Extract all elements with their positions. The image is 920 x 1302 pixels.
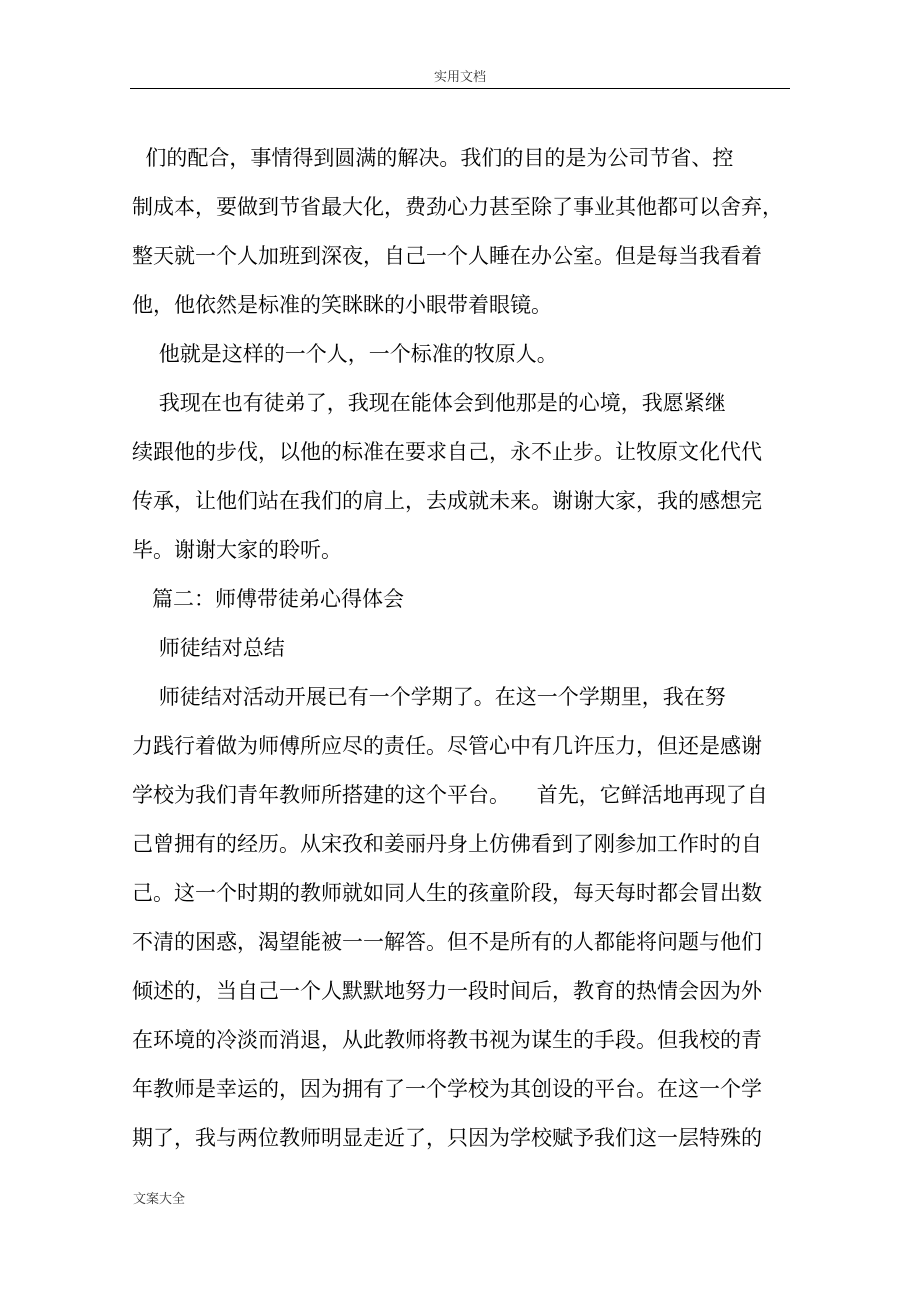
body-line: 在环境的冷淡而消退，从此教师将教书视为谋生的手段。但我校的青 (132, 1028, 762, 1052)
body-line: 年教师是幸运的，因为拥有了一个学校为其创设的平台。在这一个学 (132, 1077, 762, 1101)
body-line: 己曾拥有的经历。从宋孜和姜丽丹身上仿佛看到了刚参加工作时的自 (132, 832, 762, 856)
body-line: 整天就一个人加班到深夜，自己一个人睡在办公室。但是每当我看着 (132, 244, 762, 268)
body-line: 师徒结对活动开展已有一个学期了。在这一个学期里，我在努 (132, 685, 726, 709)
body-line: 他就是这样的一个人，一个标准的牧原人。 (132, 342, 558, 366)
body-line: 传承，让他们站在我们的肩上，去成就未来。谢谢大家，我的感想完 (132, 489, 762, 513)
body-line: 己。这一个时期的教师就如同人生的孩童阶段，每天每时都会冒出数 (132, 881, 762, 905)
body-line: 他，他依然是标准的笑眯眯的小眼带着眼镜。 (132, 293, 552, 317)
body-line: 续跟他的步伐，以他的标准在要求自己，永不止步。让牧原文化代代 (132, 440, 762, 464)
document-body (132, 138, 792, 1167)
body-line: 力践行着做为师傅所应尽的责任。尽管心中有几许压力，但还是感谢 (132, 734, 762, 758)
body-line: 们的配合，事情得到圆满的解决。我们的目的是为公司节省、控 (132, 146, 734, 170)
body-line: 我现在也有徒弟了，我现在能体会到他那是的心境，我愿紧继 (132, 391, 726, 415)
body-line: 期了，我与两位教师明显走近了，只因为学校赋予我们这一层特殊的 (132, 1126, 762, 1150)
body-line: 不清的困惑，渴望能被一一解答。但不是所有的人都能将问题与他们 (132, 930, 762, 954)
body-line: 学校为我们青年教师所搭建的这个平台。 首先，它鲜活地再现了自 (132, 783, 768, 807)
body-line: 倾述的，当自己一个人默默地努力一段时间后，教育的热情会因为外 (132, 979, 762, 1003)
header-divider (130, 88, 790, 89)
body-line: 制成本，要做到节省最大化，费劲心力甚至除了事业其他都可以舍弃， (132, 195, 783, 219)
page-header: 实用文档 (433, 70, 486, 85)
page-footer: 文案大全 (133, 1192, 186, 1207)
section-heading: 篇二：师傅带徒弟心得体会 (132, 587, 405, 611)
section-subheading: 师徒结对总结 (132, 636, 285, 660)
body-line: 毕。谢谢大家的聆听。 (132, 538, 342, 562)
